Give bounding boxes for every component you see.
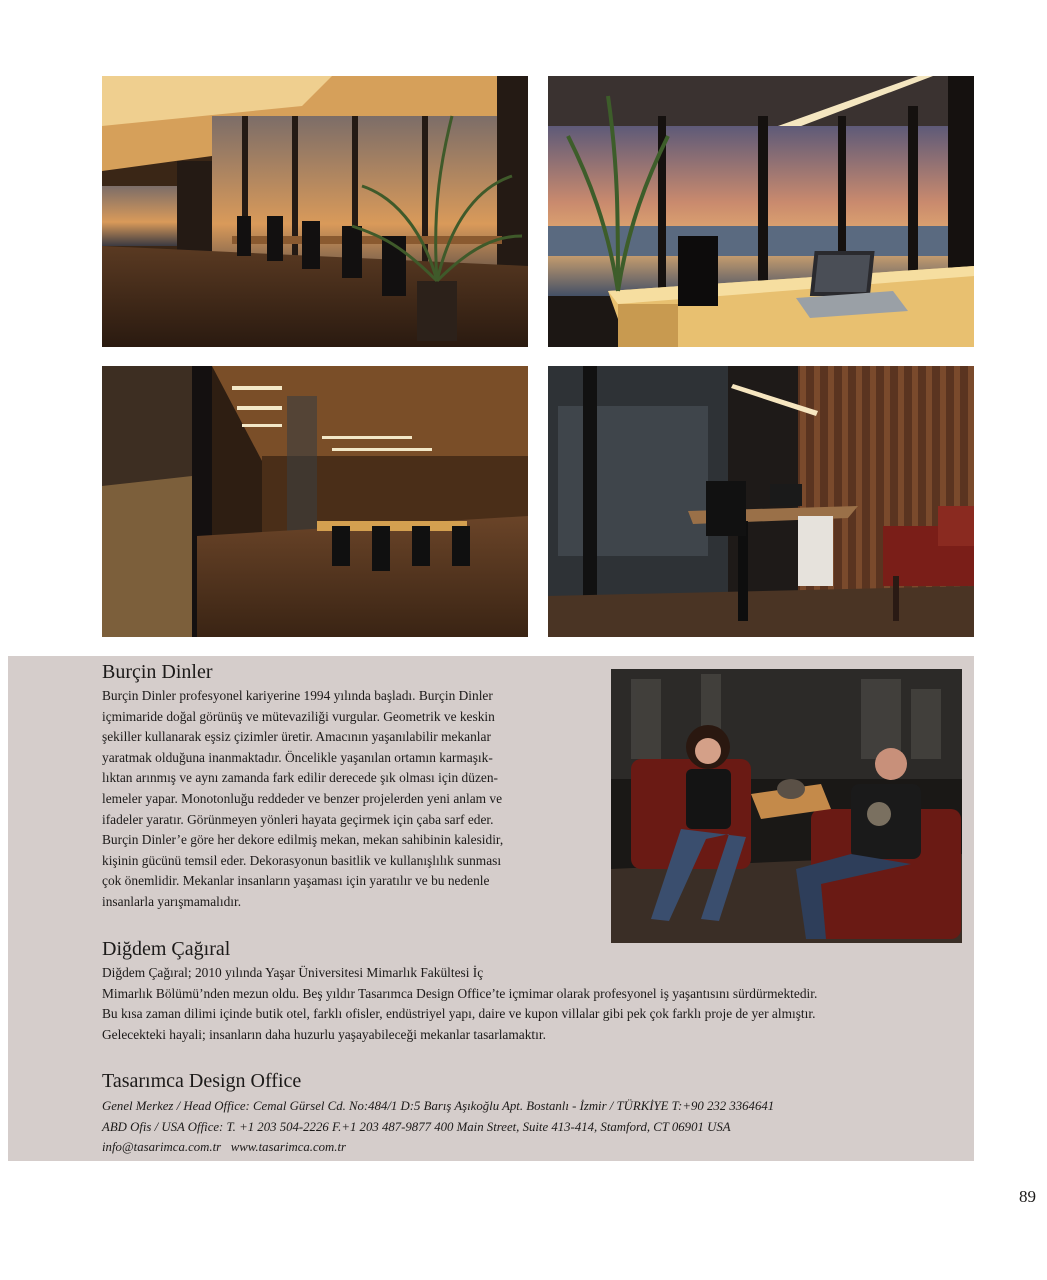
office-heading: Tasarımca Design Office xyxy=(102,1070,302,1092)
photo-executive-office xyxy=(548,366,974,637)
bio1-line: çok önemlidir. Mekanlar insanların yaşaması için yaratılır ve bu nedenle xyxy=(102,873,490,889)
bio1-line: insanlarla yarışmamalıdır. xyxy=(102,893,242,909)
bio2-heading: Diğdem Çağıral xyxy=(102,938,231,960)
bio1-heading: Burçin Dinler xyxy=(102,661,213,683)
bio1-line: lıktan arınmış ve aynı zamanda fark edilir derecede şık olması için düzen- xyxy=(102,770,498,786)
bio1-line: lemeler yapar. Monotonluğu reddeder ve benzer projelerden yeni anlam ve xyxy=(102,790,503,806)
bio2-line: Bu kısa zaman dilimi içinde butik otel, farklı ofisler, endüstriyel yapı, daire ve kupon villalar gibi pek çok farklı proje de yer almıştır. xyxy=(102,1006,816,1022)
bio1-line: yaratmak olduğuna inanmaktadır. Öncelikle yaşanılan ortamın karmaşık- xyxy=(102,749,493,765)
bio1-line: Burçin Dinler profesyonel kariyerine 1994 yılında başladı. Burçin Dinler xyxy=(102,688,493,703)
bio2-text xyxy=(102,963,967,1045)
photo-meeting-area xyxy=(102,366,528,637)
bio1-text xyxy=(102,686,597,913)
photo-corner-desk xyxy=(548,76,974,347)
website-link[interactable]: www.tasarimca.com.tr xyxy=(230,1140,347,1154)
bio2-line: Gelecekteki hayali; insanların daha huzurlu yaşayabileceği mekanlar tasarlamaktır. xyxy=(102,1026,546,1042)
email-link[interactable]: info@tasarimca.com.tr xyxy=(102,1140,222,1154)
bio1-line: içmimaride doğal görünüş ve mütevaziliği vurgular. Geometrik ve keskin xyxy=(102,708,495,724)
photo-designers-portrait xyxy=(611,669,962,943)
usa-office-address: ABD Ofis / USA Office: T. +1 203 504-2226 F.+1 203 487-9877 400 Main Street, Suite 413-414, Stamford, CT 06901 USA xyxy=(102,1119,731,1134)
office-contact xyxy=(102,1096,967,1158)
head-office-address: Genel Merkez / Head Office: Cemal Gürsel Cd. No:484/1 D:5 Barış Aşıkoğlu Apt. Bostanlı - İzmir / TÜRKİYE T:+90 232 3364641 xyxy=(102,1099,775,1113)
bio1-line: ifadeler yaratır. Görünmeyen yönleri hayata geçirmek için çaba sarf eder. xyxy=(102,811,494,827)
bio1-line: Burçin Dinler’e göre her dekore edilmiş mekan, mekan sahibinin kalesidir, xyxy=(102,832,504,848)
bio2-line: Mimarlık Bölümü’nden mezun oldu. Beş yıldır Tasarımca Design Office’te içmimar olarak profesyonel iş yaşantısını sürdürmektedir. xyxy=(102,985,818,1001)
bio1-line: kişinin gücünü temsil eder. Dekorasyonun basitlik ve kullanışlılık sunması xyxy=(102,852,502,868)
bio2-line: Diğdem Çağıral; 2010 yılında Yaşar Üniversitesi Mimarlık Fakültesi İç xyxy=(102,965,484,980)
office-contact-links xyxy=(102,1137,967,1158)
bio1-line: şekiller kullanarak eşsiz çizimler üretir. Amacının yaşanılabilir mekanlar xyxy=(102,729,491,745)
page-number: 89 xyxy=(1019,1187,1036,1206)
photo-open-workspace xyxy=(102,76,528,347)
